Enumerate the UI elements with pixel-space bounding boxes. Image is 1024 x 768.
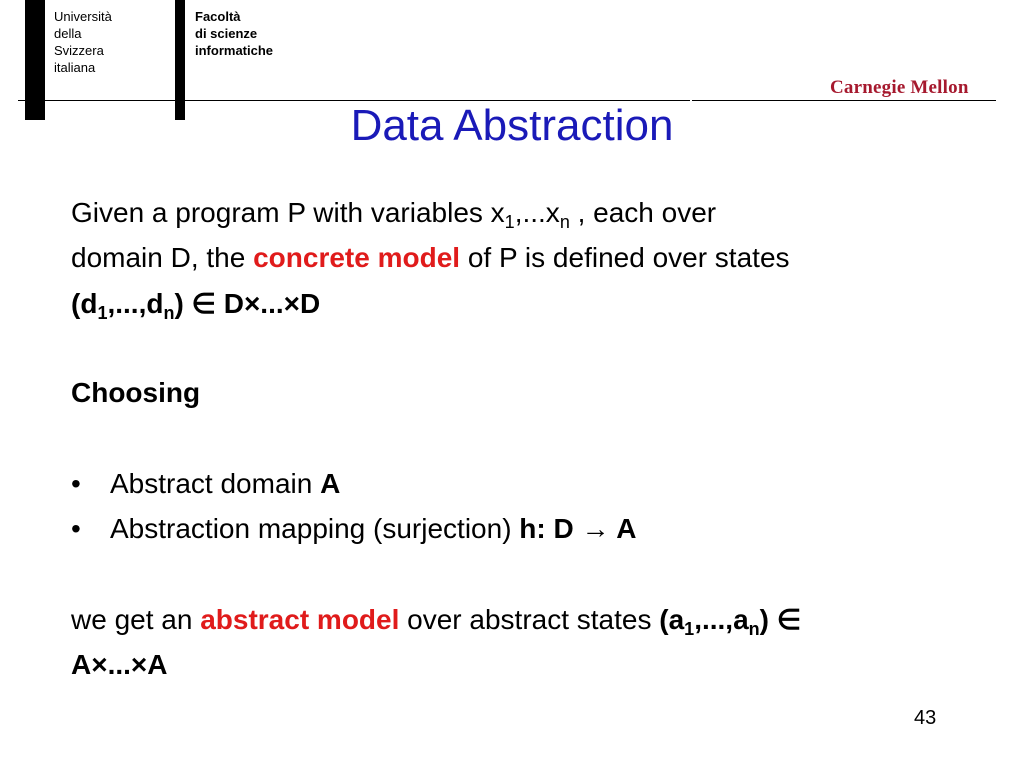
abstract-model-term: abstract model bbox=[200, 604, 400, 635]
slide-title: Data Abstraction bbox=[350, 101, 674, 150]
partner-logo: Carnegie Mellon bbox=[830, 77, 969, 98]
concrete-model-term: concrete model bbox=[253, 242, 461, 273]
paragraph-line-4: we get an abstract model over abstract states $(a_1,...,a_n)$ ∈ bbox=[71, 604, 802, 639]
paragraph-line-3: $(d_1,...,d_n)$ ∈ D×...×D bbox=[71, 288, 321, 323]
paragraph-line-2: domain D, the concrete model of P is defined over states bbox=[71, 242, 790, 273]
bullet-item-2: Abstraction mapping (surjection) h: D → A bbox=[110, 513, 637, 544]
university-name: Università della Svizzera italiana bbox=[54, 9, 112, 75]
paragraph-line-5: A×...×A bbox=[71, 649, 168, 680]
faculty-name: Facoltà di scienze informatiche bbox=[195, 9, 274, 58]
choosing-heading: Choosing bbox=[71, 377, 201, 408]
bullet-marker: • bbox=[71, 513, 81, 544]
page-number: 43 bbox=[914, 707, 937, 729]
bullet-item-1: Abstract domain A bbox=[110, 468, 341, 499]
paragraph-line-1: Given a program P with variables $x_1,...x_n$ , each over bbox=[71, 197, 717, 232]
bullet-marker: • bbox=[71, 468, 81, 499]
